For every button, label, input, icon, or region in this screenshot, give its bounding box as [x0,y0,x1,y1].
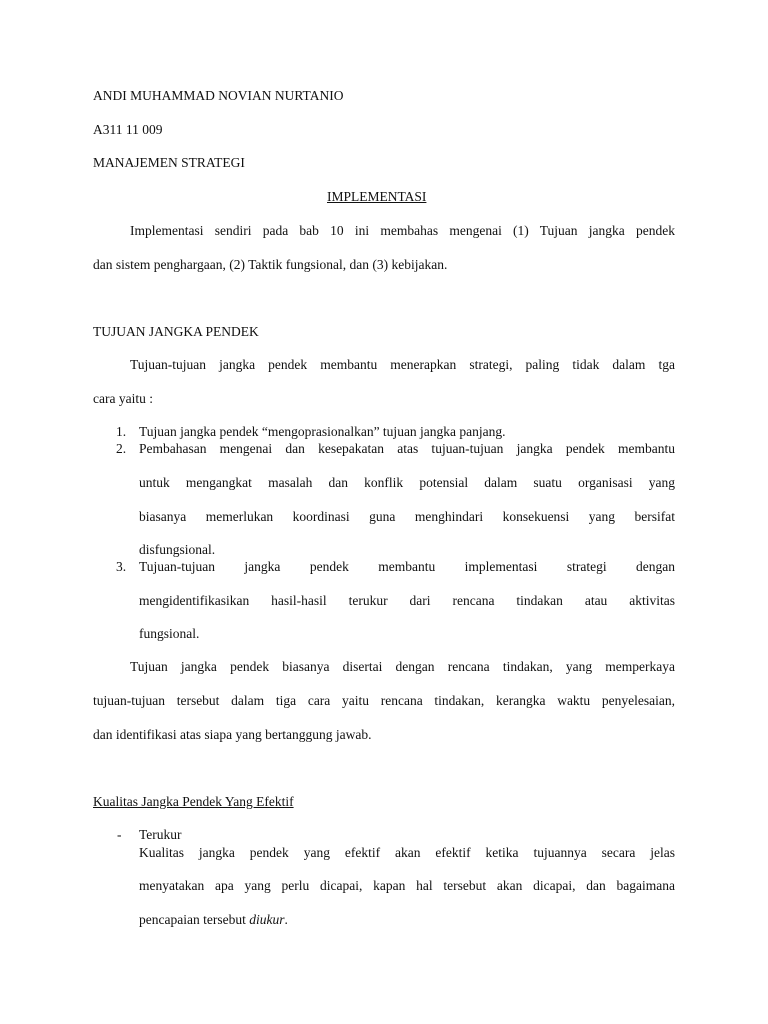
intro-line-2: dan sistem penghargaan, (2) Taktik fungsional, dan (3) kebijakan. [93,257,448,272]
bullet-dash: - [117,827,122,842]
section1-para-line-2: cara yaitu : [93,391,153,406]
bullet-item-line-1: Kualitas jangka pendek yang efektif akan efektif ketika tujuannya secara jelas [139,845,675,860]
list-item-1-line-1: Tujuan jangka pendek “mengoprasionalkan” tujuan jangka panjang. [139,424,506,439]
list-item-2-line-4: disfungsional. [139,542,216,557]
intro-line-1: Implementasi sendiri pada bab 10 ini membahas mengenai (1) Tujuan jangka pendek [130,223,675,238]
list-item-2-line-1: Pembahasan mengenai dan kesepakatan atas tujuan-tujuan jangka pendek membantu [139,441,675,456]
course-name: MANAJEMEN STRATEGI [93,155,245,170]
author-name: ANDI MUHAMMAD NOVIAN NURTANIO [93,88,344,103]
section-heading-tujuan: TUJUAN JANGKA PENDEK [93,324,259,339]
section1-para2-line-1: Tujuan jangka pendek biasanya disertai dengan rencana tindakan, yang memperkaya [130,659,675,674]
bullet-item-title: Terukur [139,827,182,842]
list-item-3-line-2: mengidentifikasikan hasil-hasil terukur dari rencana tindakan atau aktivitas [139,593,675,608]
bullet-item-line-3 [139,912,288,928]
list-item-2-line-2: untuk mengangkat masalah dan konflik potensial dalam suatu organisasi yang [139,475,675,490]
student-id: A311 11 009 [93,122,163,137]
section1-para-line-1: Tujuan-tujuan jangka pendek membantu menerapkan strategi, paling tidak dalam tga [130,357,675,372]
section1-para2-line-3: dan identifikasi atas siapa yang bertanggung jawab. [93,727,372,742]
emphasis-diukur: diukur [249,912,285,927]
bullet-item-line-3-end: . [284,912,288,927]
list-number-3: 3. [116,559,127,574]
list-item-3-line-1: Tujuan-tujuan jangka pendek membantu implementasi strategi dengan [139,559,675,574]
list-number-1: 1. [116,424,127,439]
document-title: IMPLEMENTASI [327,189,427,204]
section1-para2-line-2: tujuan-tujuan tersebut dalam tiga cara yaitu rencana tindakan, kerangka waktu penyelesaian, [93,693,675,708]
bullet-item-line-2: menyatakan apa yang perlu dicapai, kapan hal tersebut akan dicapai, dan bagaimana [139,878,675,893]
section-heading-kualitas: Kualitas Jangka Pendek Yang Efektif [93,794,294,809]
bullet-item-line-3-text: pencapaian tersebut [139,912,250,927]
list-number-2: 2. [116,441,127,456]
list-item-2-line-3: biasanya memerlukan koordinasi guna menghindari konsekuensi yang bersifat [139,509,675,524]
list-item-3-line-3: fungsional. [139,626,200,641]
